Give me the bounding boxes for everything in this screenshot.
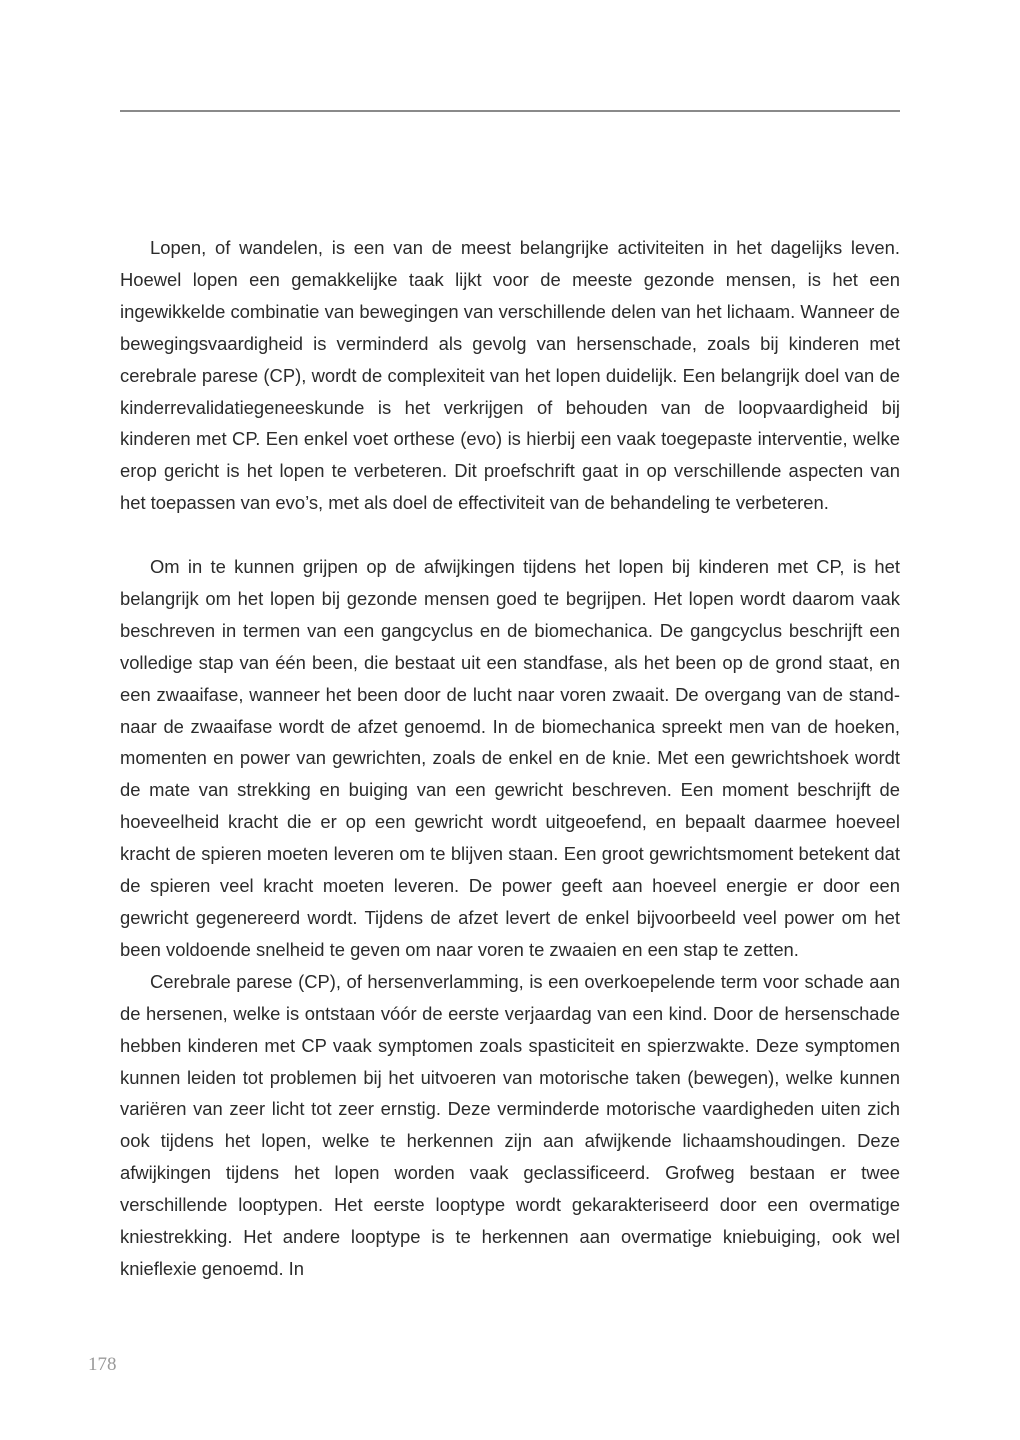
paragraph: Om in te kunnen grijpen op de afwijkingen tijdens het lopen bij kinderen met CP, is het belangrijk om het lopen bij gezonde mensen goed te begrijpen. Het lopen wordt daarom vaak beschreven in termen van een gangcyclus en de biomechanica. De gangcyclus beschrijft een volledige stap van één been, die bestaat uit een standfase, als het been op de grond staat, en een zwaaifase, wanneer het been door de lucht naar voren zwaait. De overgang van de stand- naar de zwaaifase wordt de afzet genoemd. In de biomechanica spreekt men van de hoeken, momenten en power van gewrichten, zoals de enkel en de knie. Met een gewrichtshoek wordt de mate van strekking en buiging van een gewricht beschreven. Een moment beschrijft de hoeveelheid kracht die er op een gewricht wordt uitgeoefend, en bepaalt daarmee hoeveel kracht de spieren moeten leveren om te blijven staan. Een groot gewrichtsmoment betekent dat de spieren veel kracht moeten leveren. De power geeft aan hoeveel energie er door een gewricht gegenereerd wordt. Tijdens de afzet levert de enkel bijvoorbeeld veel power om het been voldoende snelheid te geven om naar voren te zwaaien en een stap te zetten. [120,556,900,960]
header-rule [120,110,900,112]
paragraph: Lopen, of wandelen, is een van de meest belangrijke activiteiten in het dagelijks leven. Hoewel lopen een gemakkelijke taak lijkt voor de meeste gezonde mensen, is het een ingewikkelde combinatie van bewegingen van verschillende delen van het lichaam. Wanneer de bewegingsvaardigheid is verminderd als gevolg van hersenschade, zoals bij kinderen met cerebrale parese (CP), wordt de complexiteit van het lopen duidelijk. Een belangrijk doel van de kinderrevalidatiegeneeskunde is het verkrijgen of behouden van de loopvaardigheid bij kinderen met CP. Een enkel voet orthese (evo) is hierbij een vaak toegepaste interventie, welke erop gericht is het lopen te verbeteren. Dit proefschrift gaat in op verschillende aspecten van het toepassen van evo’s, met als doel de effectiviteit van de behandeling te verbeteren. [120,237,900,514]
body-text [120,232,900,1285]
page-number: 178 [88,1354,117,1375]
paragraph: Cerebrale parese (CP), of hersenverlamming, is een overkoepelende term voor schade aan de hersenen, welke is ontstaan vóór de eerste verjaardag van een kind. Door de hersenschade hebben kinderen met CP vaak symptomen zoals spasticiteit en spierzwakte. Deze symptomen kunnen leiden tot problemen bij het uitvoeren van motorische taken (bewegen), welke kunnen variëren van zeer licht tot zeer ernstig. Deze verminderde motorische vaardigheden uiten zich ook tijdens het lopen, welke te herkennen zijn aan afwijkende lichaamshoudingen. Deze afwijkingen tijdens het lopen worden vaak geclassificeerd. Grofweg bestaan er twee verschillende looptypen. Het eerste looptype wordt gekarakteriseerd door een overmatige kniestrekking. Het andere looptype is te herkennen aan overmatige kniebuiging, ook wel knieflexie genoemd. In [120,970,900,1279]
